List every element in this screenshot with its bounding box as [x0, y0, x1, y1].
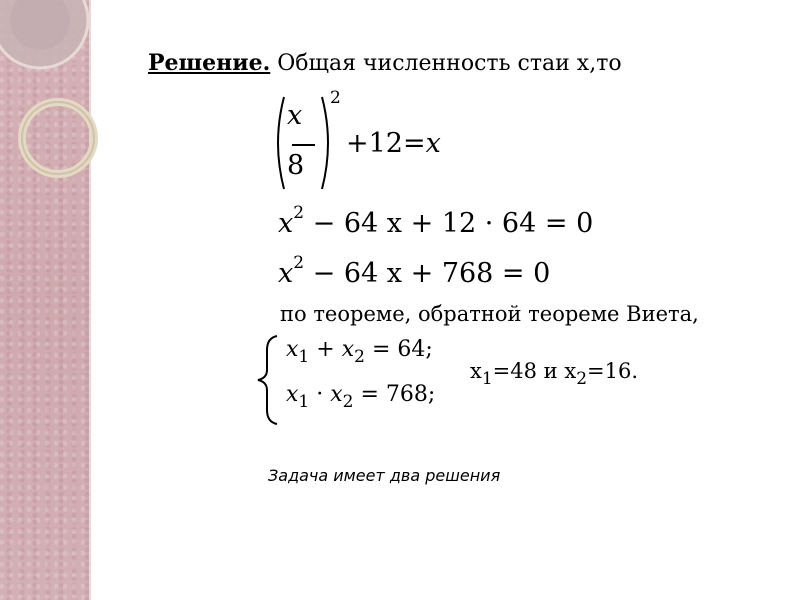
fraction-numerator: x [287, 100, 303, 131]
solution-heading [148, 50, 622, 76]
system-line-1: $x_1 + x_2 = 64$; [286, 337, 433, 367]
heading-text: Общая численность стаи x,то [277, 51, 622, 76]
heading-bold: Решение. [148, 50, 271, 76]
fraction-denominator: 8 [287, 150, 305, 181]
equation-2: $x^2 - 64$ x + 12 · 64 = 0 [278, 203, 594, 239]
system-brace [255, 334, 285, 426]
power-2: 2 [330, 88, 341, 108]
decorative-rings-icon [0, 0, 140, 200]
roots-result: $x_1=48$ и $x_2=16$. [470, 359, 639, 389]
conclusion-caption: Задача имеет два решения [268, 466, 501, 485]
eq1-rest: +12=x [346, 128, 441, 159]
system-line-2: $x_1 \cdot x_2 = 768$; [286, 382, 436, 412]
theorem-line: по теореме, обратной теореме Виета, [280, 302, 699, 326]
equation-3: $x^2 - 64$ x + 768 = 0 [278, 253, 551, 289]
